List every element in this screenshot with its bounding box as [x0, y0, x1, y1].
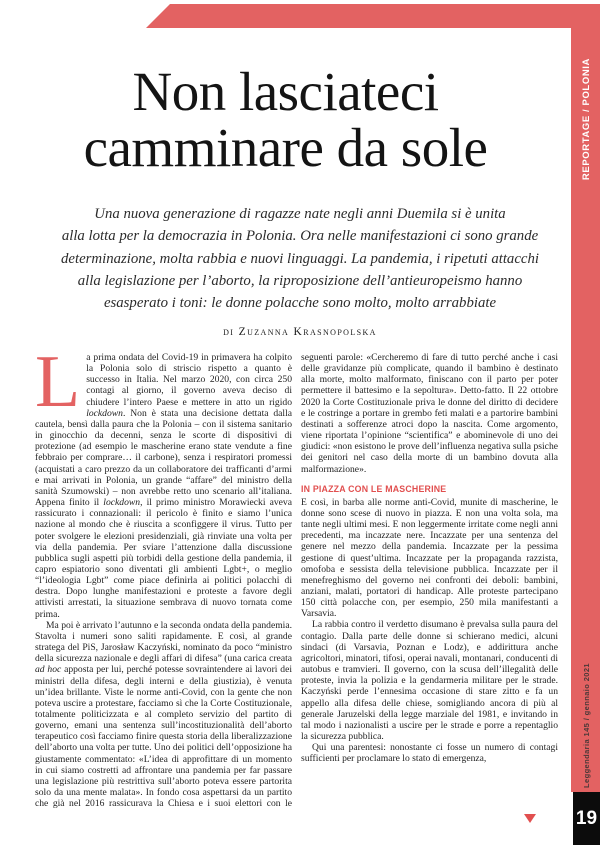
standfirst-line: esasperato i toni: le donne polacche sono molto, molto arrabbiate: [103, 295, 497, 312]
text-run: Ma poi è arrivato l’autunno e la seconda ondata della pandemia. Stavolta i numeri sono saliti rapidamente. E così, al grande stratega del PiS, Jarosław Kaczyński, nominato da poco “ministro della sicurezza nazionale e degli affari di difesa” (una carica creata: [35, 619, 292, 665]
italic-run: lockdown: [103, 497, 141, 509]
italic-run: lockdown: [86, 407, 123, 419]
text-run: La rabbia contro il verdetto disumano è prevalsa sulla paura del contagio. Dalla parte delle donne si schierano medici, alcuni sindaci (di Varsavia, Poznan e Lodz), e addirittura anche agricoltori, minatori, tifosi, operai navali, montanari, conducenti di autobus e tramvieri. Il governo, con la scusa dell’illegalità delle proteste, invia la polizia e la gendarmeria militare per le strade. Kaczyński perde l’ennesima occasione di stare zitto e fa un appello alla difesa delle chiese, somigliando ancora di più al generale Jaruzelski della legge marziale del 1981, e invitando in tal modo i nazionalisti a uscire per le strade e porre a repentaglio la sicurezza pubblica.: [301, 619, 558, 742]
title-line-1: Non lasciateci: [132, 61, 439, 122]
text-run: a prima ondata del Covid-19 in primavera ha colpito la Polonia solo di striscio rispetto a quanto è successo in Italia. Nel marzo 2020, con circa 250 contagi al giorno, il governo aveva deciso di chiudere l’intero Paese e mettere in atto un rigido: [86, 352, 292, 408]
article-body: [35, 352, 558, 814]
text-run: , il primo ministro Morawiecki aveva rassicurato i connazionali: il pericolo è finito e siamo l’unica nazione al mondo che è riuscita a sconfiggere il virus. Tutto per poter svolgere le elezioni presidenziali, già rinviate una volta per via della pandemia. Per sviare l’attenzione dalla discussione pubblica sugli aspetti più torbidi della gestione della pandemia, il capro espiatorio sono diventati gli ambienti Lgbt+, o meglio “l’ideologia Lgbt” come piace definirla ai politici polacchi di destra. Dopo lunghe manifestazioni e proteste a favore degli attivisti arrestati, la situazione sembrava di nuovo tornata come prima.: [35, 497, 292, 620]
continuation-triangle-icon: [524, 814, 536, 823]
standfirst-line: Una nuova generazione di ragazze nate negli anni Duemila si è unita: [94, 206, 506, 222]
standfirst-line: alla legislazione per l’aborto, la riproposizione dell’antieuropeismo hanno: [77, 272, 523, 289]
byline: di Zuzanna Krasnopolska: [223, 326, 377, 338]
standfirst-line: determinazione, molta rabbia e nuovi linguaggi. La pandemia, i ripetuti attacchi: [61, 250, 539, 267]
section-kicker: REPORTAGE / POLONIA: [581, 58, 592, 181]
section-heading: IN PIAZZA CON LE MASCHERINE: [301, 483, 447, 494]
text-run: Qui una parentesi: nonostante ci fosse un numero di contagi sufficienti per proclamare lo stato di emergenza,: [301, 742, 558, 765]
page-number: 19: [575, 807, 598, 829]
page-number-box: [573, 792, 600, 845]
text-run: E così, in barba alle norme anti-Covid, munite di mascherine, le donne sono scese di nuovo in piazza. E non una volta sola, ma tante negli ultimi mesi. E non leggermente irritate come negli anni precedenti, ma incazzate nere. Incazzate per una sentenza del genere nel mezzo della pandemia. Incazzate per la pessima gestione di quest’ultima. Incazzate per la propaganda razzista, omofoba e sessista della televisione pubblica. Incazzate per il menefreghismo del governo nei confronti dei deboli: bambini, anziani, malati, portatori di handicap. Alle proteste partecipano 150 città polacche con, per esempio, 250 mila manifestanti a Varsavia.: [301, 496, 558, 620]
title-line-2: camminare da sole: [83, 117, 488, 178]
text-run: . Non è stata una decisione dettata dalla cautela, bensì dalla paura che la Polonia – con il sistema sanitario in ginocchio da decenni, senza le scorte di dispositivi di protezione (ad esempio le mascherine erano state vendute a fine febbraio per comprare… il carbone), senza i respiratori promessi (acquistati a caro prezzo da un collaboratore dei trafficanti d’armi e mai arrivati in Polonia, un grande “affare” del ministro della sanità Szumowski) – non avrebbe retto uno scenario all’italiana. Appena finito il: [35, 407, 292, 509]
standfirst-line: alla lotta per la democrazia in Polonia. Ora nelle manifestazioni ci sono grande: [61, 228, 539, 245]
body-paragraph: [301, 619, 558, 742]
article-title: [0, 61, 571, 178]
italic-run: ad hoc: [35, 664, 62, 676]
body-paragraph: [301, 497, 558, 620]
drop-cap: L: [35, 352, 81, 423]
body-paragraph: [301, 742, 558, 764]
top-red-band: [146, 4, 600, 28]
standfirst: [20, 203, 580, 314]
body-paragraph: [35, 352, 292, 620]
journal-credit: Leggendaria 145 / gennaio 2021: [582, 663, 591, 788]
text-run: apposta per lui, perché potesse sovraintendere ai lavori dei ministri della difesa, degli interni e della giustizia), è venuta un’idea brillante. Viste le norme anti-Covid, con la gente che non poteva uscire a protestare, facciamo sì che la Corte Costituzionale, totalmente politicizzata e al completo servizio del partito di governo, emani una sentenza sull’incostituzionalità dell’aborto terapeutico così facciamo finire questa storia della liberalizzazione dell’aborto una volta per tutte. Uno dei politici dell’opposizione ha giustamente commentato: «L’idea di approfittare di un momento in cui siamo costretti ad affrontare una pandemia per far passare una legislazione più restrittiva sull’aborto poteva essere partorita solo da una mente malata». In fondo cosa aspettarsi da un partito che già nel 2016 rassicurava la Chiesa e i suoi elettori con le seguenti parole: «Cercheremo di fare di tutto perché anche i casi delle gravidanze più complicate, quando il bambino è destinato alla morte, molto malformato, finiscano con il parto per poter permettere il battesimo e la sepoltura». Detto-fatto. Il 22 ottobre 2020 la Corte Costituzionale priva le donne del diritto di decidere e le costringe a portare in grembo feti malati e a partorire bambini destinati a sofferenze atroci dopo la nascita. Come argomento, viene riportata l’opinione “scientifica” e abominevole di uno dei giudici: «non esistono le prove dell’influenza negativa sulla psiche dei genitori nel caso della morte di un bambino dovuta alla malformazione».: [35, 352, 558, 810]
